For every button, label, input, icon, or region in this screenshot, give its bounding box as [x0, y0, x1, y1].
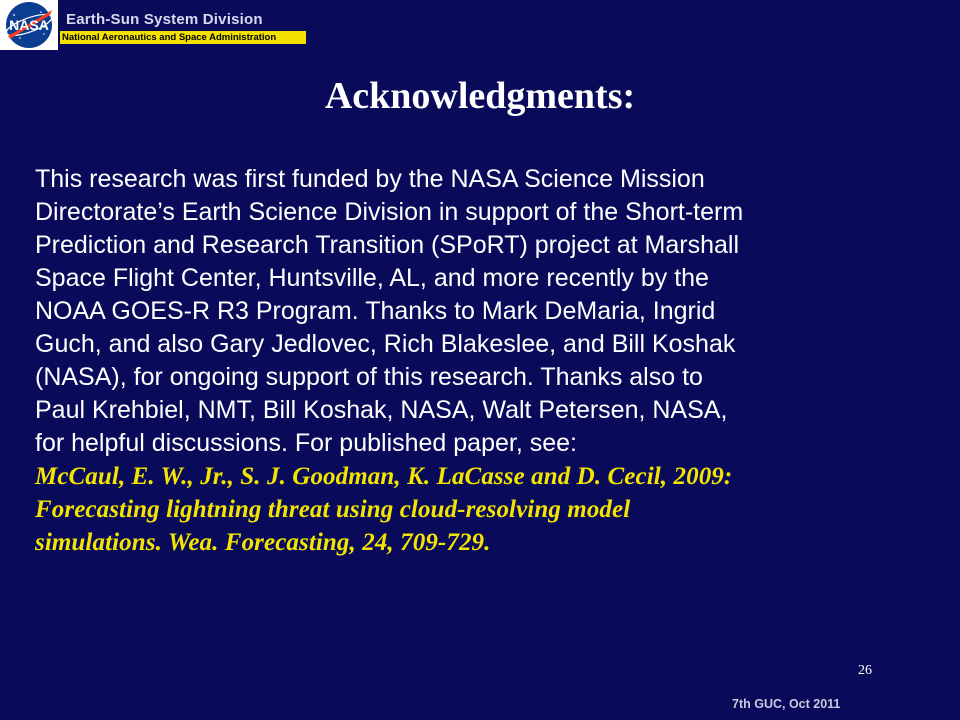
- agency-bar: [60, 31, 306, 44]
- citation-line: McCaul, E. W., Jr., S. J. Goodman, K. LaCasse and D. Cecil, 2009:: [35, 463, 733, 490]
- body-line: Guch, and also Gary Jedlovec, Rich Blakeslee, and Bill Koshak: [35, 330, 736, 358]
- nasa-logo-icon: [0, 0, 58, 50]
- body-line: NOAA GOES-R R3 Program. Thanks to Mark DeMaria, Ingrid: [35, 297, 716, 325]
- body-line: Paul Krehbiel, NMT, Bill Koshak, NASA, Walt Petersen, NASA,: [35, 396, 728, 424]
- division-name: Earth-Sun System Division: [66, 11, 263, 28]
- body-line: Prediction and Research Transition (SPoRT) project at Marshall: [35, 231, 740, 259]
- body-line: Directorate’s Earth Science Division in support of the Short-term: [35, 198, 744, 226]
- body-line: This research was first funded by the NASA Science Mission: [35, 165, 705, 193]
- citation-line: simulations. Wea. Forecasting, 24, 709-729.: [35, 529, 491, 556]
- logo-wordmark: NASA: [9, 17, 49, 33]
- citation-line: Forecasting lightning threat using cloud-resolving model: [35, 496, 631, 523]
- page-number: 26: [858, 663, 872, 678]
- slide-title: Acknowledgments:: [324, 75, 636, 117]
- body-line: (NASA), for ongoing support of this research. Thanks also to: [35, 363, 703, 391]
- header-block: [60, 10, 306, 46]
- agency-name: National Aeronautics and Space Administration: [62, 32, 277, 43]
- footer-text: 7th GUC, Oct 2011: [732, 697, 841, 711]
- body-line: Space Flight Center, Huntsville, AL, and more recently by the: [35, 264, 709, 292]
- acknowledgment-text: [35, 163, 945, 559]
- body-line: for helpful discussions. For published paper, see:: [35, 429, 577, 457]
